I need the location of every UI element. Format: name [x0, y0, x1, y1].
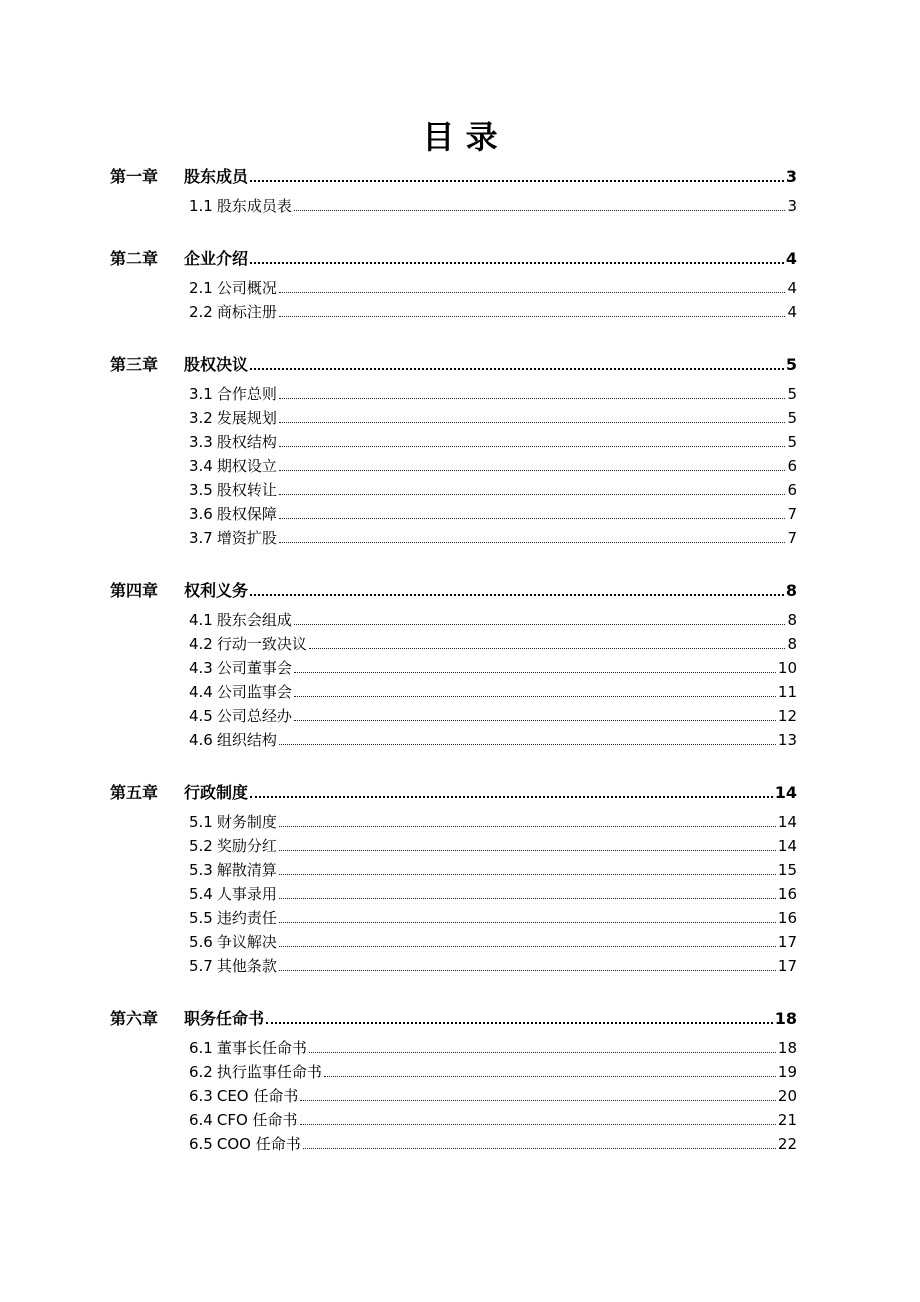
section-title: 公司监事会: [216, 683, 292, 701]
section-title: 组织结构: [216, 731, 277, 749]
section-number: 1.1: [189, 197, 213, 215]
chapter-page-number: 18: [774, 1009, 797, 1028]
section-page-number: 7: [787, 505, 797, 523]
toc-section-entry[interactable]: [110, 526, 797, 550]
toc-section-entry[interactable]: [110, 194, 797, 218]
section-title: 股权结构: [216, 433, 277, 451]
toc-section-entry[interactable]: [110, 834, 797, 858]
section-page-number: 4: [787, 279, 797, 297]
section-page-number: 22: [777, 1135, 797, 1153]
dot-leader: [300, 1099, 776, 1101]
toc-chapter-entry[interactable]: [110, 776, 797, 810]
section-title: 期权设立: [216, 457, 277, 475]
section-number: 3.3: [189, 433, 213, 451]
section-number: 6.3: [189, 1087, 213, 1105]
dot-leader: [250, 795, 773, 798]
section-page-number: 20: [777, 1087, 797, 1105]
toc-section-entry[interactable]: [110, 728, 797, 752]
dot-leader: [294, 719, 776, 721]
chapter-title: 股权决议: [184, 355, 249, 374]
dot-leader: [279, 397, 786, 399]
section-page-number: 16: [777, 885, 797, 903]
section-page-number: 3: [787, 197, 797, 215]
section-page-number: 19: [777, 1063, 797, 1081]
dot-leader: [294, 623, 786, 625]
page-title: 目 录: [422, 118, 498, 156]
section-number: 2.2: [189, 303, 213, 321]
chapter-label: 第五章: [110, 783, 159, 802]
dot-leader: [279, 897, 776, 899]
section-number: 4.4: [189, 683, 213, 701]
section-number: 4.3: [189, 659, 213, 677]
dot-leader: [303, 1147, 776, 1149]
section-title: 公司概况: [216, 279, 277, 297]
section-number: 5.6: [189, 933, 213, 951]
section-number: 3.5: [189, 481, 213, 499]
dot-leader: [324, 1075, 776, 1077]
toc-section-entry[interactable]: [110, 954, 797, 978]
chapter-page-number: 3: [785, 167, 797, 186]
section-page-number: 10: [777, 659, 797, 677]
section-page-number: 6: [787, 457, 797, 475]
toc-section-entry[interactable]: [110, 656, 797, 680]
toc-section-entry[interactable]: [110, 1108, 797, 1132]
section-number: 3.7: [189, 529, 213, 547]
toc-section-entry[interactable]: [110, 680, 797, 704]
section-title: 合作总则: [216, 385, 277, 403]
section-title: 执行监事任命书: [216, 1063, 322, 1081]
section-page-number: 5: [787, 433, 797, 451]
chapter-label: 第一章: [110, 167, 159, 186]
section-number: 4.2: [189, 635, 213, 653]
section-number: 6.4: [189, 1111, 213, 1129]
section-number: 5.4: [189, 885, 213, 903]
dot-leader: [294, 671, 776, 673]
section-number: 4.6: [189, 731, 213, 749]
section-number: 3.2: [189, 409, 213, 427]
dot-leader: [300, 1123, 776, 1125]
toc-chapter-entry[interactable]: [110, 1002, 797, 1036]
dot-leader: [279, 469, 786, 471]
section-page-number: 15: [777, 861, 797, 879]
section-title: 股权转让: [216, 481, 277, 499]
toc-chapter: [110, 776, 797, 978]
section-number: 6.5: [189, 1135, 213, 1153]
section-number: 2.1: [189, 279, 213, 297]
dot-leader: [279, 445, 786, 447]
toc-chapter: [110, 574, 797, 752]
section-title: 违约责任: [216, 909, 277, 927]
toc-section-entry[interactable]: [110, 704, 797, 728]
dot-leader: [279, 825, 776, 827]
section-page-number: 18: [777, 1039, 797, 1057]
chapter-title: 企业介绍: [184, 249, 249, 268]
toc-section-entry[interactable]: [110, 882, 797, 906]
dot-leader: [279, 921, 776, 923]
chapter-title: 职务任命书: [184, 1009, 265, 1028]
dot-leader: [279, 517, 786, 519]
dot-leader: [250, 261, 784, 264]
toc-chapter-entry[interactable]: [110, 574, 797, 608]
toc-section-entry[interactable]: [110, 1060, 797, 1084]
toc-section-entry[interactable]: [110, 858, 797, 882]
section-number: 4.5: [189, 707, 213, 725]
section-page-number: 7: [787, 529, 797, 547]
section-page-number: 17: [777, 933, 797, 951]
chapter-title: 行政制度: [184, 783, 249, 802]
section-page-number: 4: [787, 303, 797, 321]
section-title: CFO 任命书: [216, 1111, 298, 1129]
toc-section-entry[interactable]: [110, 502, 797, 526]
toc-section-entry[interactable]: [110, 406, 797, 430]
section-title: 人事录用: [216, 885, 277, 903]
toc-section-entry[interactable]: [110, 478, 797, 502]
chapter-label: 第四章: [110, 581, 159, 600]
section-title: COO 任命书: [216, 1135, 301, 1153]
dot-leader: [294, 209, 786, 211]
dot-leader: [309, 647, 786, 649]
dot-leader: [279, 315, 786, 317]
dot-leader: [250, 367, 784, 370]
section-page-number: 8: [787, 611, 797, 629]
toc-section-entry[interactable]: [110, 1036, 797, 1060]
section-title: 奖励分红: [216, 837, 277, 855]
section-title: 争议解决: [216, 933, 277, 951]
toc-chapter: [110, 160, 797, 218]
section-title: 公司总经办: [216, 707, 292, 725]
section-number: 3.4: [189, 457, 213, 475]
dot-leader: [266, 1021, 773, 1024]
chapter-label: 第六章: [110, 1009, 159, 1028]
chapter-title: 股东成员: [184, 167, 249, 186]
section-number: 4.1: [189, 611, 213, 629]
section-page-number: 8: [787, 635, 797, 653]
toc-section-entry[interactable]: [110, 632, 797, 656]
section-title: 解散清算: [216, 861, 277, 879]
toc-section-entry[interactable]: [110, 906, 797, 930]
toc-section-entry[interactable]: [110, 1084, 797, 1108]
dot-leader: [279, 421, 786, 423]
dot-leader: [294, 695, 776, 697]
section-title: 发展规划: [216, 409, 277, 427]
section-number: 6.2: [189, 1063, 213, 1081]
toc-section-entry[interactable]: [110, 430, 797, 454]
toc-section-entry[interactable]: [110, 300, 797, 324]
toc-section-entry[interactable]: [110, 454, 797, 478]
section-title: 董事长任命书: [216, 1039, 307, 1057]
dot-leader: [279, 743, 776, 745]
section-page-number: 11: [777, 683, 797, 701]
table-of-contents: [110, 160, 797, 1180]
dot-leader: [279, 493, 786, 495]
dot-leader: [279, 969, 776, 971]
toc-chapter: [110, 242, 797, 324]
chapter-page-number: 8: [785, 581, 797, 600]
section-page-number: 5: [787, 409, 797, 427]
section-page-number: 17: [777, 957, 797, 975]
chapter-page-number: 14: [774, 783, 797, 802]
dot-leader: [279, 291, 786, 293]
toc-chapter-entry[interactable]: [110, 242, 797, 276]
dot-leader: [279, 873, 776, 875]
chapter-label: 第二章: [110, 249, 159, 268]
toc-chapter: [110, 1002, 797, 1156]
chapter-title: 权利义务: [184, 581, 249, 600]
section-page-number: 5: [787, 385, 797, 403]
dot-leader: [279, 541, 786, 543]
section-title: 财务制度: [216, 813, 277, 831]
section-number: 3.6: [189, 505, 213, 523]
section-title: 股权保障: [216, 505, 277, 523]
section-number: 5.3: [189, 861, 213, 879]
section-title: CEO 任命书: [216, 1087, 299, 1105]
section-title: 行动一致决议: [216, 635, 307, 653]
dot-leader: [309, 1051, 776, 1053]
section-title: 增资扩股: [216, 529, 277, 547]
section-title: 股东成员表: [216, 197, 292, 215]
toc-chapter-entry[interactable]: [110, 348, 797, 382]
toc-section-entry[interactable]: [110, 810, 797, 834]
section-number: 6.1: [189, 1039, 213, 1057]
section-number: 5.5: [189, 909, 213, 927]
section-page-number: 14: [777, 813, 797, 831]
chapter-page-number: 5: [785, 355, 797, 374]
section-page-number: 6: [787, 481, 797, 499]
dot-leader: [279, 849, 776, 851]
section-number: 5.7: [189, 957, 213, 975]
dot-leader: [250, 179, 784, 182]
section-page-number: 21: [777, 1111, 797, 1129]
section-page-number: 14: [777, 837, 797, 855]
section-number: 5.2: [189, 837, 213, 855]
section-number: 3.1: [189, 385, 213, 403]
section-title: 公司董事会: [216, 659, 292, 677]
toc-section-entry[interactable]: [110, 930, 797, 954]
section-page-number: 16: [777, 909, 797, 927]
section-number: 5.1: [189, 813, 213, 831]
chapter-page-number: 4: [785, 249, 797, 268]
section-title: 股东会组成: [216, 611, 292, 629]
toc-section-entry[interactable]: [110, 382, 797, 406]
toc-section-entry[interactable]: [110, 1132, 797, 1156]
dot-leader: [279, 945, 776, 947]
dot-leader: [250, 593, 784, 596]
toc-section-entry[interactable]: [110, 276, 797, 300]
section-page-number: 12: [777, 707, 797, 725]
toc-section-entry[interactable]: [110, 608, 797, 632]
section-title: 商标注册: [216, 303, 277, 321]
section-page-number: 13: [777, 731, 797, 749]
toc-chapter-entry[interactable]: [110, 160, 797, 194]
section-title: 其他条款: [216, 957, 277, 975]
toc-chapter: [110, 348, 797, 550]
chapter-label: 第三章: [110, 355, 159, 374]
